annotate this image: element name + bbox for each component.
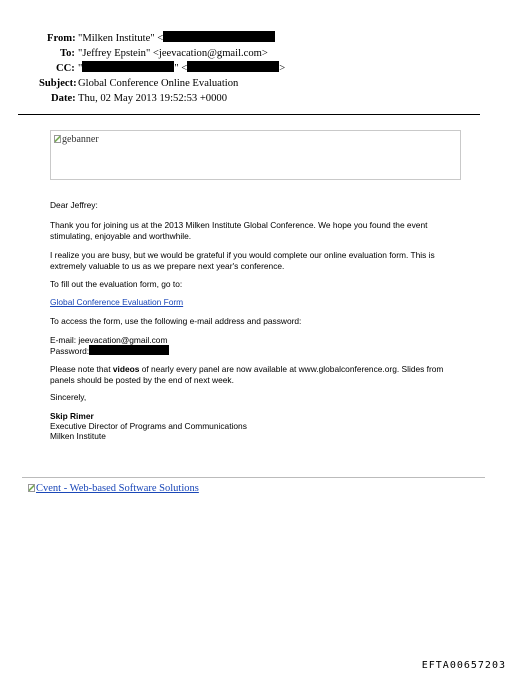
paragraph-request: I realize you are busy, but we would be grateful if you would complete our online evaluation form. This is extremely valuable to us as we prepare next year's conference.: [50, 250, 435, 272]
evaluation-form-link[interactable]: Global Conference Evaluation Form: [50, 297, 184, 307]
redaction-block: [163, 31, 275, 42]
broken-image-icon: [54, 135, 61, 143]
evaluation-form-link-row: [50, 297, 470, 308]
password-row: [50, 345, 470, 357]
paragraph-instructions: To fill out the evaluation form, go to:: [50, 279, 183, 289]
paragraph-videos: Please note that videos of nearly every panel are now available at www.globalconference.org. Slides from panels should be posted by the end of next week.: [50, 364, 444, 386]
signer-name: Skip Rimer: [50, 411, 94, 421]
cc-value: " " < >: [78, 63, 286, 74]
signer-title: Executive Director of Programs and Communications: [50, 421, 247, 431]
paragraph-access: To access the form, use the following e-mail address and password:: [50, 316, 302, 326]
redaction-block: [187, 61, 279, 72]
from-label: From:: [47, 33, 76, 44]
greeting: Dear Jeffrey:: [50, 200, 98, 210]
paragraph-thanks: Thank you for joining us at the 2013 Milken Institute Global Conference. We hope you found the event stimulating, enjoyable and worthwhile.: [50, 220, 428, 242]
broken-image-icon: [28, 484, 35, 492]
password-label: Password:: [50, 346, 90, 356]
redaction-block: [82, 61, 174, 72]
cvent-footer-link[interactable]: [28, 483, 199, 494]
bates-number: EFTA00657203: [421, 660, 506, 671]
email-credential: E-mail: jeevacation@gmail.com: [50, 335, 168, 345]
date-value: Thu, 02 May 2013 19:52:53 +0000: [78, 93, 227, 104]
cvent-link-text[interactable]: Cvent - Web-based Software Solutions: [36, 483, 199, 494]
closing: Sincerely,: [50, 392, 87, 402]
footer-divider: [22, 477, 485, 478]
redaction-block: [89, 345, 169, 355]
banner-frame: [50, 130, 461, 180]
signer-org: Milken Institute: [50, 431, 106, 441]
date-label: Date:: [51, 93, 76, 104]
header-divider: [18, 114, 480, 115]
subject-label: Subject:: [39, 78, 77, 89]
subject-value: Global Conference Online Evaluation: [78, 78, 239, 89]
banner-image: gebanner: [54, 134, 99, 145]
from-value: "Milken Institute" <: [78, 31, 275, 46]
to-label: To:: [60, 48, 75, 59]
to-value: "Jeffrey Epstein" <jeevacation@gmail.com>: [78, 48, 268, 59]
cc-label: CC:: [56, 63, 75, 74]
